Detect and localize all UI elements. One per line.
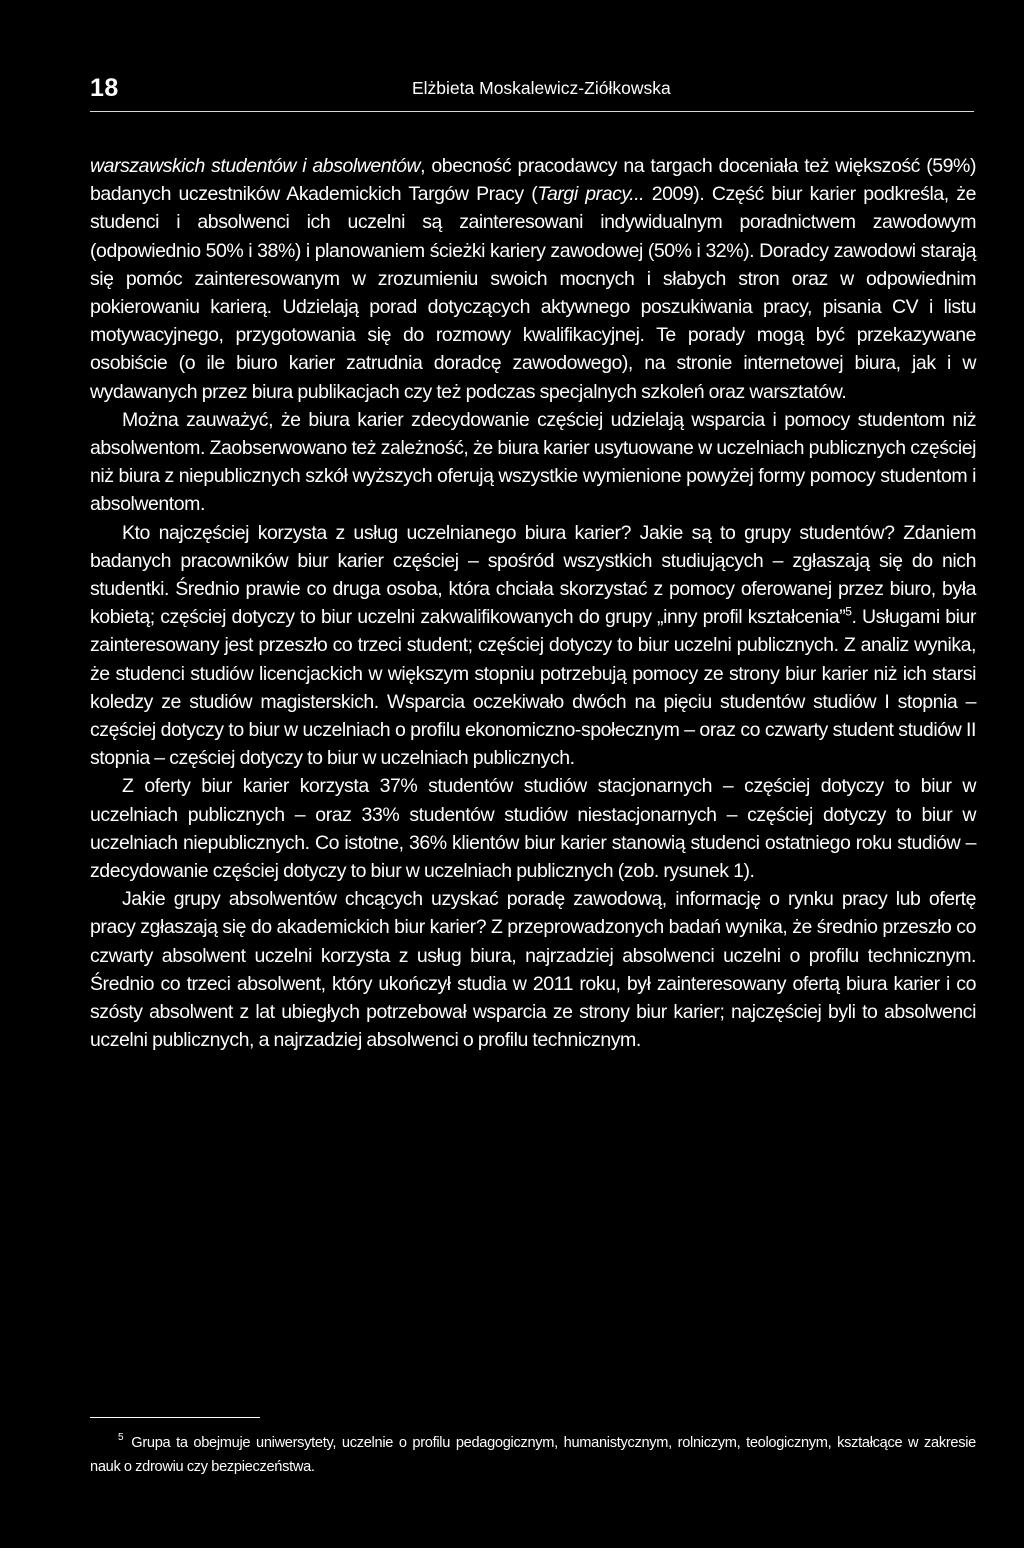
footnote-text: Grupa ta obejmuje uniwersytety, uczelnie o profilu pedagogicznym, humanistycznym, rolniczym, teologicznym, kształcące w zakresie nauk o zdrowiu czy bezpieczeństwa. [90,1435,976,1475]
paragraph-1-text-a: , obecność pracodawcy na targach doceniała też większość (59%) badanych uczestników Akademickich Targów Pracy ( [90,155,976,206]
footnote-mark: 5 [118,1432,124,1443]
paragraph-3 [90,519,976,773]
paragraph-5: Jakie grupy absolwentów chcących uzyskać poradę zawodową, informację o rynku pracy lub ofertę pracy zgłaszają się do akademickich biur karier? Z przeprowadzonych badań wynika, że średnio przeszło co czwarty absolwent uczelni korzysta z usług biura, najrzadziej absolwenci uczelni o profilu technicznym. Średnio co trzeci absolwent, który ukończył studia w 2011 roku, był zainteresowany ofertą biura karier i co szósty absolwent z lat ubiegłych potrzebował wsparcia ze strony biur karier; najczęściej byli to absolwenci uczelni publicznych, a najrzadziej absolwenci o profilu technicznym. [90,888,976,1052]
footnote-rule [90,1417,260,1418]
paragraph-3-text-b: . Usługami biur zainteresowany jest przeszło co trzeci student; częściej dotyczy to biur uczelni publicznych. Z analiz wynika, że studenci studiów licencjackich w większym stopniu potrzebują pomocy ze strony biur karier niż ich starsi koledzy ze studiów magisterskich. Wsparcia oczekiwało dwóch na pięciu studentów studiów I stopnia – częściej dotyczy to biur w uczelniach o profilu ekonomiczno-społecznym – oraz co czwarty student studiów II stopnia – częściej dotyczy to biur w uczelniach publicznych. [90,606,976,770]
paragraph-1 [90,152,976,406]
running-head-author: Elżbieta Moskalewicz-Ziółkowska [412,78,671,98]
italic-citation: Targi pracy... [537,183,645,206]
footnote-reference[interactable]: 5 [845,604,852,619]
paragraph-3-text-a: Kto najczęściej korzysta z usług uczelnianego biura karier? Jakie są to grupy studentów? Zdaniem badanych pracowników biur karier częściej – spośród wszystkich studiujących – zgłaszają się do nich studentki. Średnio prawie co druga osoba, która chciała skorzystać z pomocy oferowanej przez biuro, była kobietą; częściej dotyczy to biur uczelni zakwalifikowanych do grupy „inny profil kształcenia” [90,521,976,629]
page-number: 18 [90,74,119,102]
header-rule [90,111,974,112]
page-header [90,72,974,106]
paragraph-2: Można zauważyć, że biura karier zdecydowanie częściej udzielają wsparcia i pomocy studentom niż absolwentom. Zaobserwowano też zależność, że biura karier usytuowane w uczelniach publicznych częściej niż biura z niepublicznych szkół wyższych oferują wszystkie wymienione powyżej formy pomocy studentom i absolwentom. [90,408,976,516]
footnote [90,1431,976,1479]
paragraph-4: Z oferty biur karier korzysta 37% studentów studiów stacjonarnych – częściej dotyczy to biur w uczelniach publicznych – oraz 33% studentów studiów niestacjonarnych – częściej dotyczy to biur w uczelniach niepublicznych. Co istotne, 36% klientów biur karier stanowią studenci ostatniego roku studiów – zdecydowanie częściej dotyczy to biur w uczelniach publicznych (zob. rysunek 1). [90,775,976,883]
paragraph-1-text-b: 2009). Część biur karier podkreśla, że studenci i absolwenci ich uczelni są zainteresowani indywidualnym poradnictwem zawodowym (odpowiednio 50% i 38%) i planowaniem ścieżki kariery zawodowej (50% i 32%). Doradcy zawodowi starają się pomóc zainteresowanym w zrozumieniu swoich mocnych i słabych stron oraz w odpowiednim pokierowaniu karierą. Udzielają porad dotyczących aktywnego poszukiwania pracy, pisania CV i listu motywacyjnego, przygotowania się do rozmowy kwalifikacyjnej. Te porady mogą być przekazywane osobiście (o ile biuro karier zatrudnia doradcę zawodowego), na stronie internetowej biura, jak i w wydawanych przez biura publikacjach czy też podczas specjalnych szkoleń oraz warsztatów. [90,183,976,403]
body-text [90,152,976,1055]
italic-phrase: warszawskich studentów i absolwentów [90,155,421,177]
